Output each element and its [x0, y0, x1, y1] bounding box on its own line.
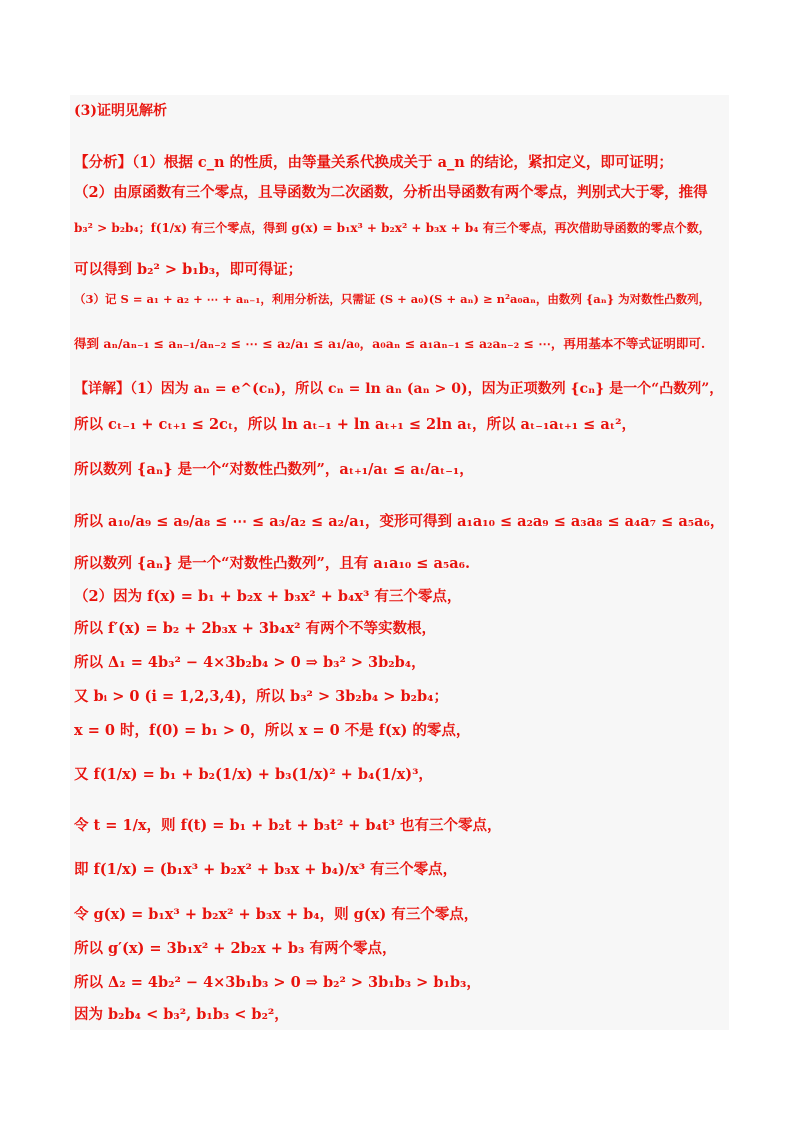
detail-line-3: 所以数列 {aₙ} 是一个“对数性凸数列”，aₜ₊₁/aₜ ≤ aₜ/aₜ₋₁，	[74, 461, 474, 478]
detail-line-7: 所以 f′(x) = b₂ + 2b₃x + 3b₄x² 有两个不等实数根，	[74, 620, 437, 637]
detail-line-12: 令 t = 1/x，则 f(t) = b₁ + b₂t + b₃t² + b₄t³ 也有三个零点，	[74, 817, 502, 834]
detail-line-4: 所以 a₁₀/a₉ ≤ a₉/a₈ ≤ ⋯ ≤ a₃/a₂ ≤ a₂/a₁，变形可得到 a₁a₁₀ ≤ a₂a₉ ≤ a₃a₈ ≤ a₄a₇ ≤ a₅a₆，	[74, 513, 725, 530]
detail-line-14: 令 g(x) = b₁x³ + b₂x² + b₃x + b₄，则 g(x) 有三个零点，	[74, 906, 479, 923]
detail-line-5: 所以数列 {aₙ} 是一个“对数性凸数列”，且有 a₁a₁₀ ≤ a₅a₆.	[74, 555, 471, 572]
detail-line-8: 所以 Δ₁ = 4b₃² − 4×3b₂b₄ > 0 ⇒ b₃² > 3b₂b₄，	[74, 654, 426, 671]
analysis-line-2: （2）由原函数有三个零点，且导函数为二次函数，分析出导函数有两个零点，判别式大于零，推得	[74, 184, 708, 201]
analysis-line-5: （3）记 S = a₁ + a₂ + ⋯ + aₙ₋₁，利用分析法，只需证 (S + a₀)(S + aₙ) ≥ n²a₀aₙ，由数列 {aₙ} 为对数性凸数列，	[74, 292, 711, 306]
solution-panel	[70, 95, 729, 1030]
detail-line-15: 所以 g′(x) = 3b₁x² + 2b₂x + b₃ 有两个零点，	[74, 940, 397, 957]
answer-header: (3)证明见解析	[74, 103, 167, 119]
detail-line-9: 又 bᵢ > 0 (i = 1,2,3,4)，所以 b₃² > 3b₂b₄ > b₂b₄；	[74, 688, 448, 705]
detail-line-11: 又 f(1/x) = b₁ + b₂(1/x) + b₃(1/x)² + b₄(1/x)³，	[74, 766, 433, 783]
detail-line-10: x = 0 时，f(0) = b₁ > 0，所以 x = 0 不是 f(x) 的零点，	[74, 722, 471, 739]
detail-line-16: 所以 Δ₂ = 4b₂² − 4×3b₁b₃ > 0 ⇒ b₂² > 3b₁b₃ > b₁b₃，	[74, 974, 481, 991]
detail-line-17: 因为 b₂b₄ < b₃², b₁b₃ < b₂²，	[74, 1006, 289, 1023]
analysis-line-6: 得到 aₙ/aₙ₋₁ ≤ aₙ₋₁/aₙ₋₂ ≤ ⋯ ≤ a₂/a₁ ≤ a₁/a₀，a₀aₙ ≤ a₁aₙ₋₁ ≤ a₂aₙ₋₂ ≤ ⋯，再用基本不等式证明即可.	[74, 336, 706, 351]
analysis-line-4: 可以得到 b₂² > b₁b₃，即可得证；	[74, 261, 303, 278]
analysis-line-1: 【分析】（1）根据 c_n 的性质，由等量关系代换成关于 a_n 的结论，紧扣定义，即可证明；	[74, 154, 673, 171]
detail-line-1: 【详解】（1）因为 aₙ = e^(cₙ)，所以 cₙ = ln aₙ (aₙ > 0)，因为正项数列 {cₙ} 是一个“凸数列”，	[74, 381, 724, 397]
detail-line-2: 所以 cₜ₋₁ + cₜ₊₁ ≤ 2cₜ，所以 ln aₜ₋₁ + ln aₜ₊₁ ≤ 2ln aₜ，所以 aₜ₋₁aₜ₊₁ ≤ aₜ²，	[74, 416, 636, 433]
analysis-line-3: b₃² > b₂b₄；f(1/x) 有三个零点，得到 g(x) = b₁x³ + b₂x² + b₃x + b₄ 有三个零点，再次借助导函数的零点个数，	[74, 221, 711, 235]
detail-line-6: （2）因为 f(x) = b₁ + b₂x + b₃x² + b₄x³ 有三个零点，	[74, 588, 462, 605]
detail-line-13: 即 f(1/x) = (b₁x³ + b₂x² + b₃x + b₄)/x³ 有三个零点，	[74, 861, 458, 878]
